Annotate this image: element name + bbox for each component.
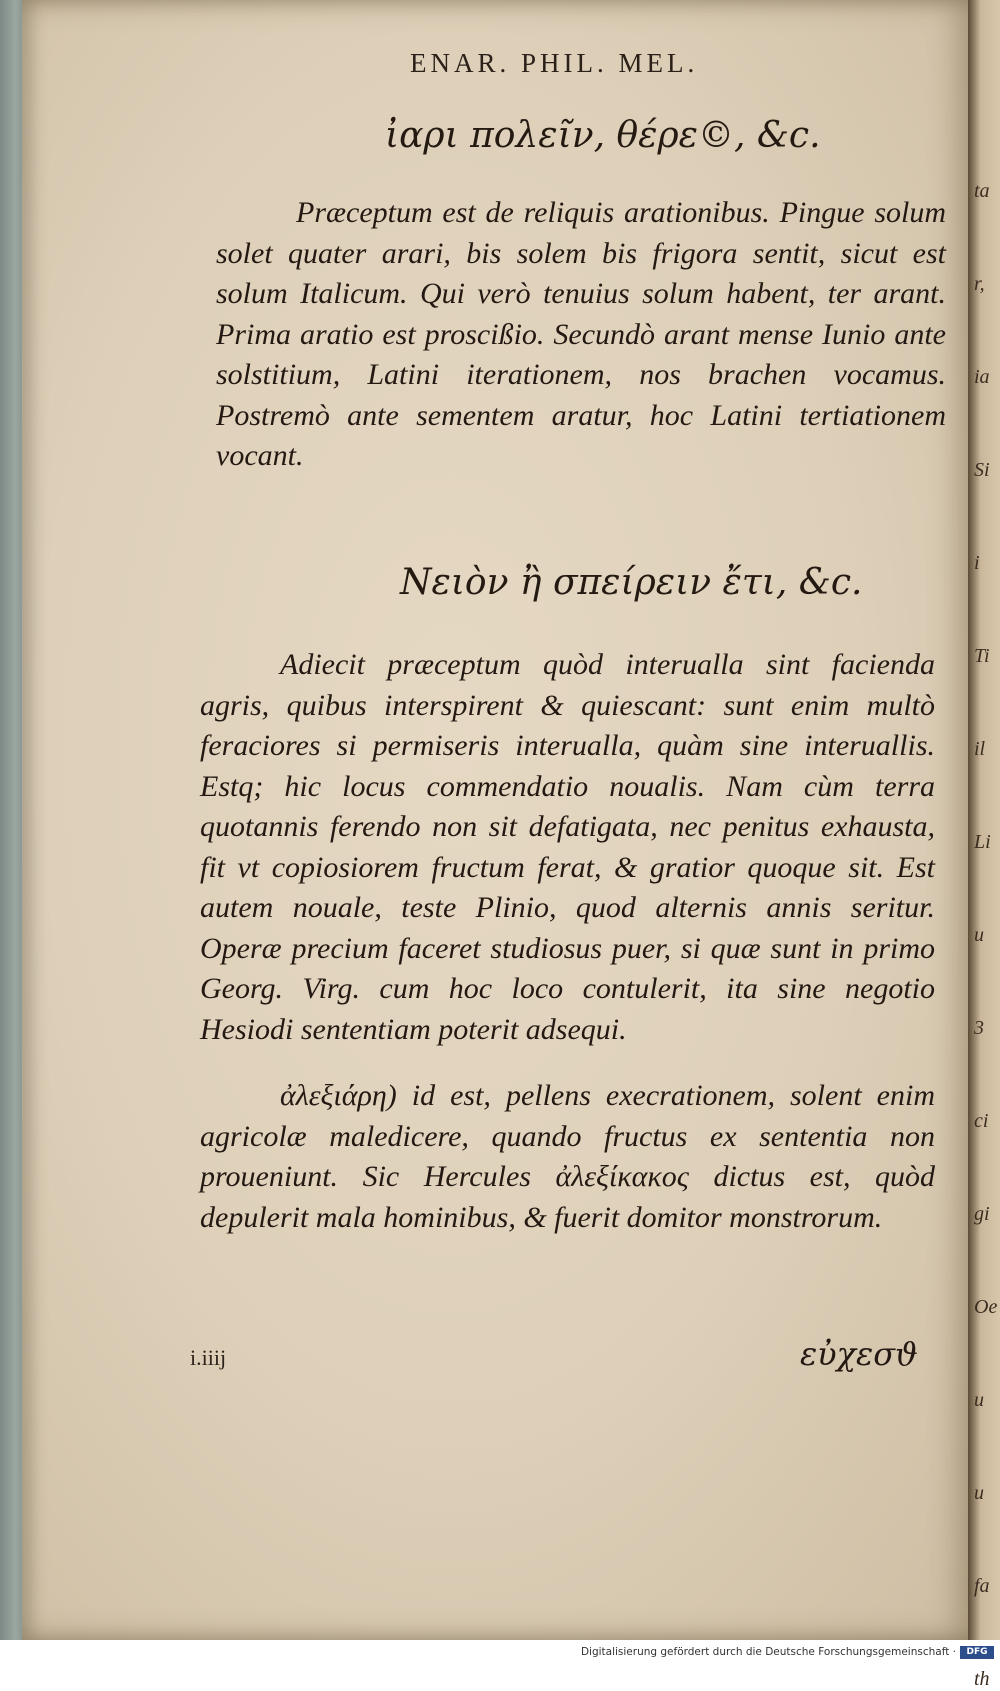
dfg-logo: DFG bbox=[960, 1646, 994, 1659]
signature-mark: i.iiij bbox=[190, 1345, 227, 1370]
margin-fragment: Oe bbox=[974, 1296, 998, 1318]
margin-fragment: gi bbox=[974, 1203, 990, 1225]
margin-fragment: u bbox=[974, 1482, 984, 1504]
paragraph: ἀλεξιάρη) id est, pellens execrationem, solent enim agricolæ maledicere, quando fructus ex sententia non proueniunt. Sic Hercules ἀλεξίκακος dictus est, quòd depulerit mala hominibus, & fuerit domitor monstrorum. bbox=[200, 1079, 935, 1234]
margin-fragment: u bbox=[974, 924, 984, 946]
margin-fragment: ia bbox=[974, 366, 990, 388]
catchword: εὐχεσϑ bbox=[800, 1335, 918, 1373]
section-body bbox=[200, 645, 935, 1238]
digitization-credit: Digitalisierung gefördert durch die Deutsche Forschungsgemeinschaft · bbox=[580, 1646, 956, 1658]
margin-fragment: ta bbox=[974, 180, 990, 202]
paragraph: Præceptum est de reliquis arationibus. Pingue solum solet quater arari, bis solem bis frigora sentit, sicut est solum Italicum. Qui verò tenuius solum habent, ter arant. Prima aratio est proscißio. Secundò arant mense Iunio ante solstitium, Latini iterationem, nos brachen vocamus. Postremò ante sementem aratur, hoc Latini tertiationem vocant. bbox=[216, 196, 946, 472]
section-heading: Νειὸν ἢ σπείρειν ἔτι, &c. bbox=[400, 562, 863, 603]
section-heading: ἰαρι πολεῖν, θέρε©, &c. bbox=[385, 115, 821, 156]
margin-fragment: ci bbox=[974, 1110, 989, 1132]
margin-fragment: 3 bbox=[974, 1017, 984, 1039]
margin-fragment: Si bbox=[974, 459, 990, 481]
margin-fragment: il bbox=[974, 738, 986, 760]
margin-fragment: i bbox=[974, 552, 980, 574]
section-body bbox=[216, 193, 946, 477]
margin-fragment: fa bbox=[974, 1575, 990, 1597]
running-head: ENAR. PHIL. MEL. bbox=[410, 48, 699, 78]
margin-fragment: r, bbox=[974, 273, 985, 295]
margin-fragment: u bbox=[974, 1389, 984, 1411]
paragraph: Adiecit præceptum quòd interualla sint facienda agris, quibus interspirent & quiescant: sunt enim multò feraciores si permiseris interualla, quàm sine interuallis. Estq; hic locus commendatio noualis. Nam cùm terra quotannis ferendo non sit defatigata, nec penitus exhausta, fit vt copiosiorem fructum ferat, & gratior quoque sit. Est autem nouale, teste Plinio, quod alternis annis seritur. Operæ precium faceret studiosus puer, si quæ sunt in primo Georg. Virg. cum hoc loco contulerit, ita sine negotio Hesiodi sententiam poterit adsequi. bbox=[200, 648, 935, 1046]
margin-fragment: th bbox=[974, 1668, 990, 1690]
margin-fragment: Li bbox=[974, 831, 991, 853]
margin-fragment: Ti bbox=[974, 645, 990, 667]
